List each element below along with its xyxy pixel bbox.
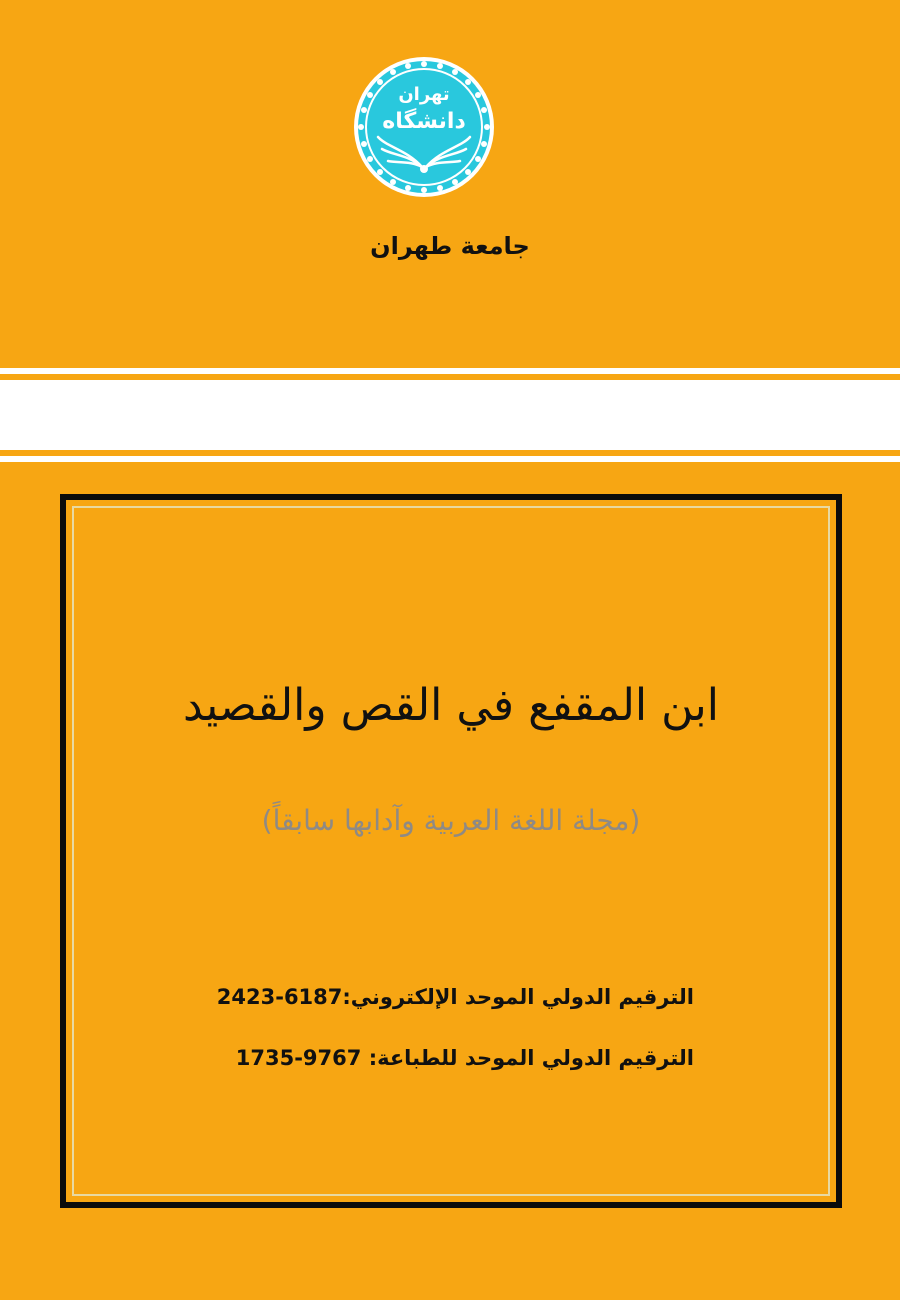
isbn-online [210,985,694,1009]
isbn-print-label: الترقيم الدولي الموحد للطباعة: [361,1046,694,1070]
university-seal-logo [352,55,496,199]
seal-icon [352,55,496,199]
isbn-online-label: الترقيم الدولي الموحد الإلكتروني: [342,985,694,1009]
title-frame-inner-border [72,506,830,1196]
white-band [0,380,900,450]
isbn-print-value: 1735-9767 [235,1046,362,1070]
isbn-online-value: 2423-6187 [216,985,343,1009]
seal-main-text: دانشگاه [382,109,466,134]
journal-title: ابن المقفع في القص والقصيد [182,680,720,731]
title-frame [60,494,842,1208]
white-divider-top [0,368,900,374]
header-band [0,0,900,366]
white-divider-bottom [0,456,900,462]
seal-top-text: تهران [398,84,450,105]
university-name: جامعة طهران [370,232,530,260]
isbn-print [210,1046,694,1070]
journal-subtitle: (مجلة اللغة العربية وآدابها سابقاً) [261,804,641,837]
